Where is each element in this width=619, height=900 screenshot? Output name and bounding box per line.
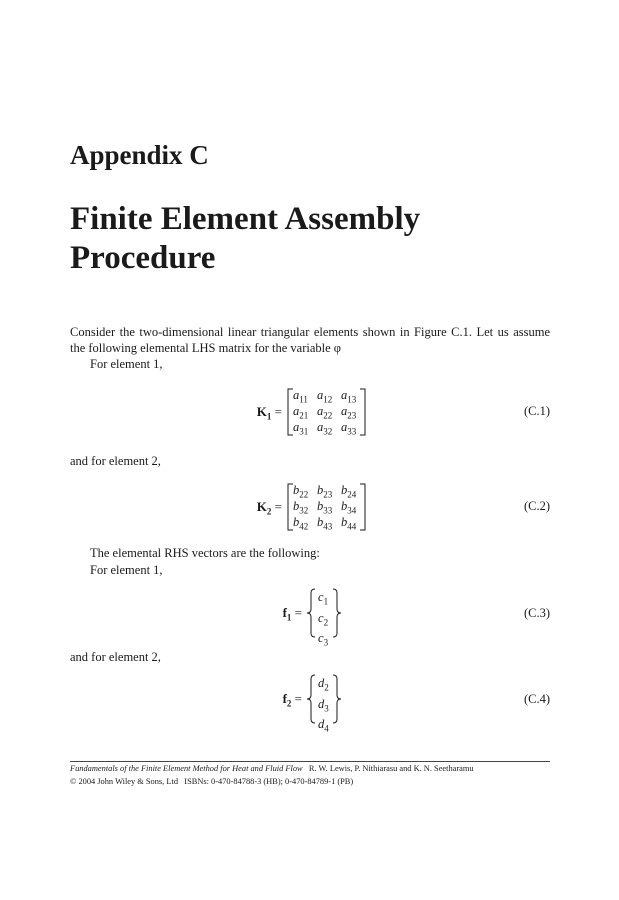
equation-c2-lhs: $K_2$ = xyxy=(256,499,282,517)
matrix-k2 xyxy=(293,483,365,531)
matrix-entry: $b_{43}$ xyxy=(317,515,333,532)
chapter-title xyxy=(70,200,540,278)
equation-c1-lhs: $K_1$ = xyxy=(256,404,282,422)
equation-c3-lhs: $f_1$ = xyxy=(282,605,302,623)
matrix-entry: $a_{22}$ xyxy=(317,404,333,421)
matrix-entry-index: 34 xyxy=(347,505,357,516)
matrix-entry-index: 13 xyxy=(347,394,357,405)
right-brace-icon xyxy=(332,588,342,638)
element-2-lhs-label: and for element 2, xyxy=(70,454,161,468)
vector-f1 xyxy=(318,589,328,651)
book-authors: R. W. Lewis, P. Nithiarasu and K. N. Seetharamu xyxy=(308,764,474,773)
equation-number-c3: (C.3) xyxy=(523,606,550,620)
matrix-entry: $b_{23}$ xyxy=(317,483,333,500)
vector-entry-index: 3 xyxy=(324,703,329,713)
matrix-entry: $a_{13}$ xyxy=(341,388,357,405)
vector-entry: $c_1$ xyxy=(318,590,329,607)
vector-entry: $d_2$ xyxy=(318,676,329,693)
matrix-k1 xyxy=(293,388,365,436)
matrix-entry: $b_{42}$ xyxy=(293,515,309,532)
matrix-entry-index: 42 xyxy=(299,521,309,532)
copyright: © 2004 John Wiley & Sons, Ltd xyxy=(70,777,179,786)
matrix-entry-index: 32 xyxy=(299,505,309,516)
matrix-entry-index: 21 xyxy=(299,410,309,421)
footer-line-1 xyxy=(70,764,474,773)
equation-number-c1: (C.1) xyxy=(523,404,550,418)
rhs-intro: The elemental RHS vectors are the following: xyxy=(90,546,320,560)
vector-entry: $d_3$ xyxy=(318,696,329,713)
element-1-lhs-label: For element 1, xyxy=(90,357,163,371)
matrix-entry: $a_{31}$ xyxy=(293,420,309,437)
matrix-entry-index: 43 xyxy=(323,521,333,532)
matrix-entry-index: 33 xyxy=(323,505,333,516)
matrix-entry-index: 32 xyxy=(323,426,333,437)
vector-f2 xyxy=(318,675,329,737)
matrix-entry: $a_{12}$ xyxy=(317,388,333,405)
vector-entry: $c_3$ xyxy=(318,631,329,648)
matrix-entry: $a_{33}$ xyxy=(341,420,357,437)
vector-entry: $c_2$ xyxy=(318,610,329,627)
vector-entry-index: 2 xyxy=(323,617,329,627)
vector-entry-index: 2 xyxy=(324,682,329,693)
isbn: ISBNs: 0-470-84788-3 (HB); 0-470-84789-1 (PB) xyxy=(184,777,354,786)
equation-c4-lhs: $f_2$ = xyxy=(282,691,302,709)
matrix-entry-index: 23 xyxy=(347,410,357,421)
left-brace-icon xyxy=(306,588,316,638)
matrix-entry: $b_{44}$ xyxy=(341,515,357,532)
matrix-entry: $a_{23}$ xyxy=(341,404,357,421)
vector-entry-index: 3 xyxy=(323,637,329,648)
element-1-rhs-label: For element 1, xyxy=(90,563,163,577)
matrix-entry: $a_{32}$ xyxy=(317,420,333,437)
chapter-title-line-2: Procedure xyxy=(70,240,216,276)
matrix-entry-index: 22 xyxy=(323,410,333,421)
matrix-entry: $b_{32}$ xyxy=(293,499,309,516)
matrix-entry: $a_{11}$ xyxy=(293,388,308,405)
matrix-entry: $b_{22}$ xyxy=(293,483,309,500)
equation-number-c2: (C.2) xyxy=(523,499,550,513)
matrix-entry-index: 12 xyxy=(323,394,333,405)
matrix-entry: $b_{24}$ xyxy=(341,483,357,500)
matrix-entry-index: 33 xyxy=(347,426,357,437)
matrix-entry-index: 23 xyxy=(323,489,333,500)
right-bracket-icon xyxy=(359,388,367,436)
vector-entry-index: 1 xyxy=(323,596,329,607)
element-2-rhs-label: and for element 2, xyxy=(70,650,161,664)
matrix-entry: $b_{34}$ xyxy=(341,499,357,516)
appendix-label: Appendix C xyxy=(70,140,209,170)
vector-entry: $d_4$ xyxy=(318,717,329,734)
matrix-entry-index: 24 xyxy=(347,489,357,500)
intro-paragraph: Consider the two-dimensional linear triangular elements shown in Figure C.1. Let us assume the following elemental LHS matrix for the variable φ xyxy=(70,325,550,355)
matrix-entry-index: 44 xyxy=(347,521,357,532)
equation-number-c4: (C.4) xyxy=(523,692,550,706)
matrix-entry: $a_{21}$ xyxy=(293,404,309,421)
book-title: Fundamentals of the Finite Element Method for Heat and Fluid Flow xyxy=(70,764,303,773)
left-brace-icon xyxy=(306,674,316,724)
chapter-title-line-1: Finite Element Assembly xyxy=(70,201,421,237)
right-bracket-icon xyxy=(359,483,367,531)
right-brace-icon xyxy=(332,674,342,724)
footer-rule xyxy=(70,761,550,762)
vector-entry-index: 4 xyxy=(324,723,329,734)
matrix-entry-index: 11 xyxy=(299,394,308,405)
matrix-entry: $b_{33}$ xyxy=(317,499,333,516)
matrix-entry-index: 31 xyxy=(299,426,309,437)
matrix-entry-index: 22 xyxy=(299,489,309,500)
footer-line-2 xyxy=(70,777,353,786)
